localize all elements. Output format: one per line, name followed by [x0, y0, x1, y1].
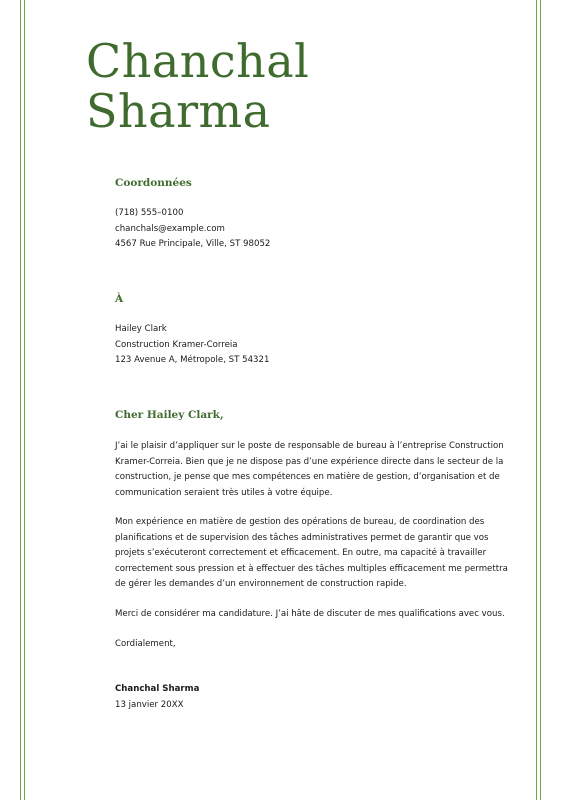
signature-block [115, 682, 199, 713]
paragraph-line: Merci de considérer ma candidature. J’ai hâte de discuter de mes qualifications avec vous. [115, 609, 505, 619]
paragraph-line: construction, je pense que mes compétences en matière de gestion, d’organisation et de [115, 472, 500, 482]
paragraph-line: projets s’exécuteront correctement et efficacement. En outre, ma capacité à travailler [115, 548, 487, 558]
sender-name [86, 36, 309, 136]
sender-contact-block [115, 206, 270, 253]
contact-heading: Coordonnées [115, 177, 192, 189]
recipient-company: Construction Kramer-Correia [115, 339, 238, 350]
salutation: Cher Hailey Clark, [115, 409, 224, 421]
signature-name: Chanchal Sharma [115, 684, 200, 694]
left-border-inner [24, 0, 25, 800]
right-border-outer [540, 0, 541, 800]
paragraph-line: Mon expérience en matière de gestion des opérations de bureau, de coordination des [115, 517, 485, 527]
left-border-outer [20, 0, 21, 800]
letter-date: 13 janvier 20XX [115, 699, 184, 710]
recipient-name: Hailey Clark [115, 324, 167, 334]
recipient-block [115, 322, 269, 369]
sender-first-name: Chanchal [86, 34, 310, 88]
right-border-inner [536, 0, 537, 800]
body-paragraph-2 [115, 515, 508, 593]
sender-email: chanchals@example.com [115, 223, 225, 234]
paragraph-line: planifications et de supervision des tâches administratives permet de garantir que vos [115, 532, 489, 543]
recipient-address: 123 Avenue A, Métropole, ST 54321 [115, 355, 270, 365]
sender-phone: (718) 555–0100 [115, 208, 184, 218]
body-paragraph-1 [115, 439, 504, 501]
paragraph-line: communication seraient très utiles à votre équipe. [115, 487, 333, 498]
body-paragraph-3 [115, 607, 505, 623]
sender-address: 4567 Rue Principale, Ville, ST 98052 [115, 239, 271, 249]
paragraph-line: correctement sous pression et à effectuer des tâches multiples efficacement me permettra [115, 563, 508, 574]
recipient-heading: À [115, 293, 124, 305]
closing: Cordialement, [115, 639, 176, 649]
paragraph-line: Kramer-Correia. Bien que je ne dispose pas d’une expérience directe dans le secteur de la [115, 456, 504, 467]
paragraph-line: J’ai le plaisir d’appliquer sur le poste de responsable de bureau à l’entreprise Construction [115, 441, 504, 451]
paragraph-line: de gérer les demandes d’un environnement de construction rapide. [115, 579, 407, 589]
sender-last-name: Sharma [86, 84, 271, 138]
